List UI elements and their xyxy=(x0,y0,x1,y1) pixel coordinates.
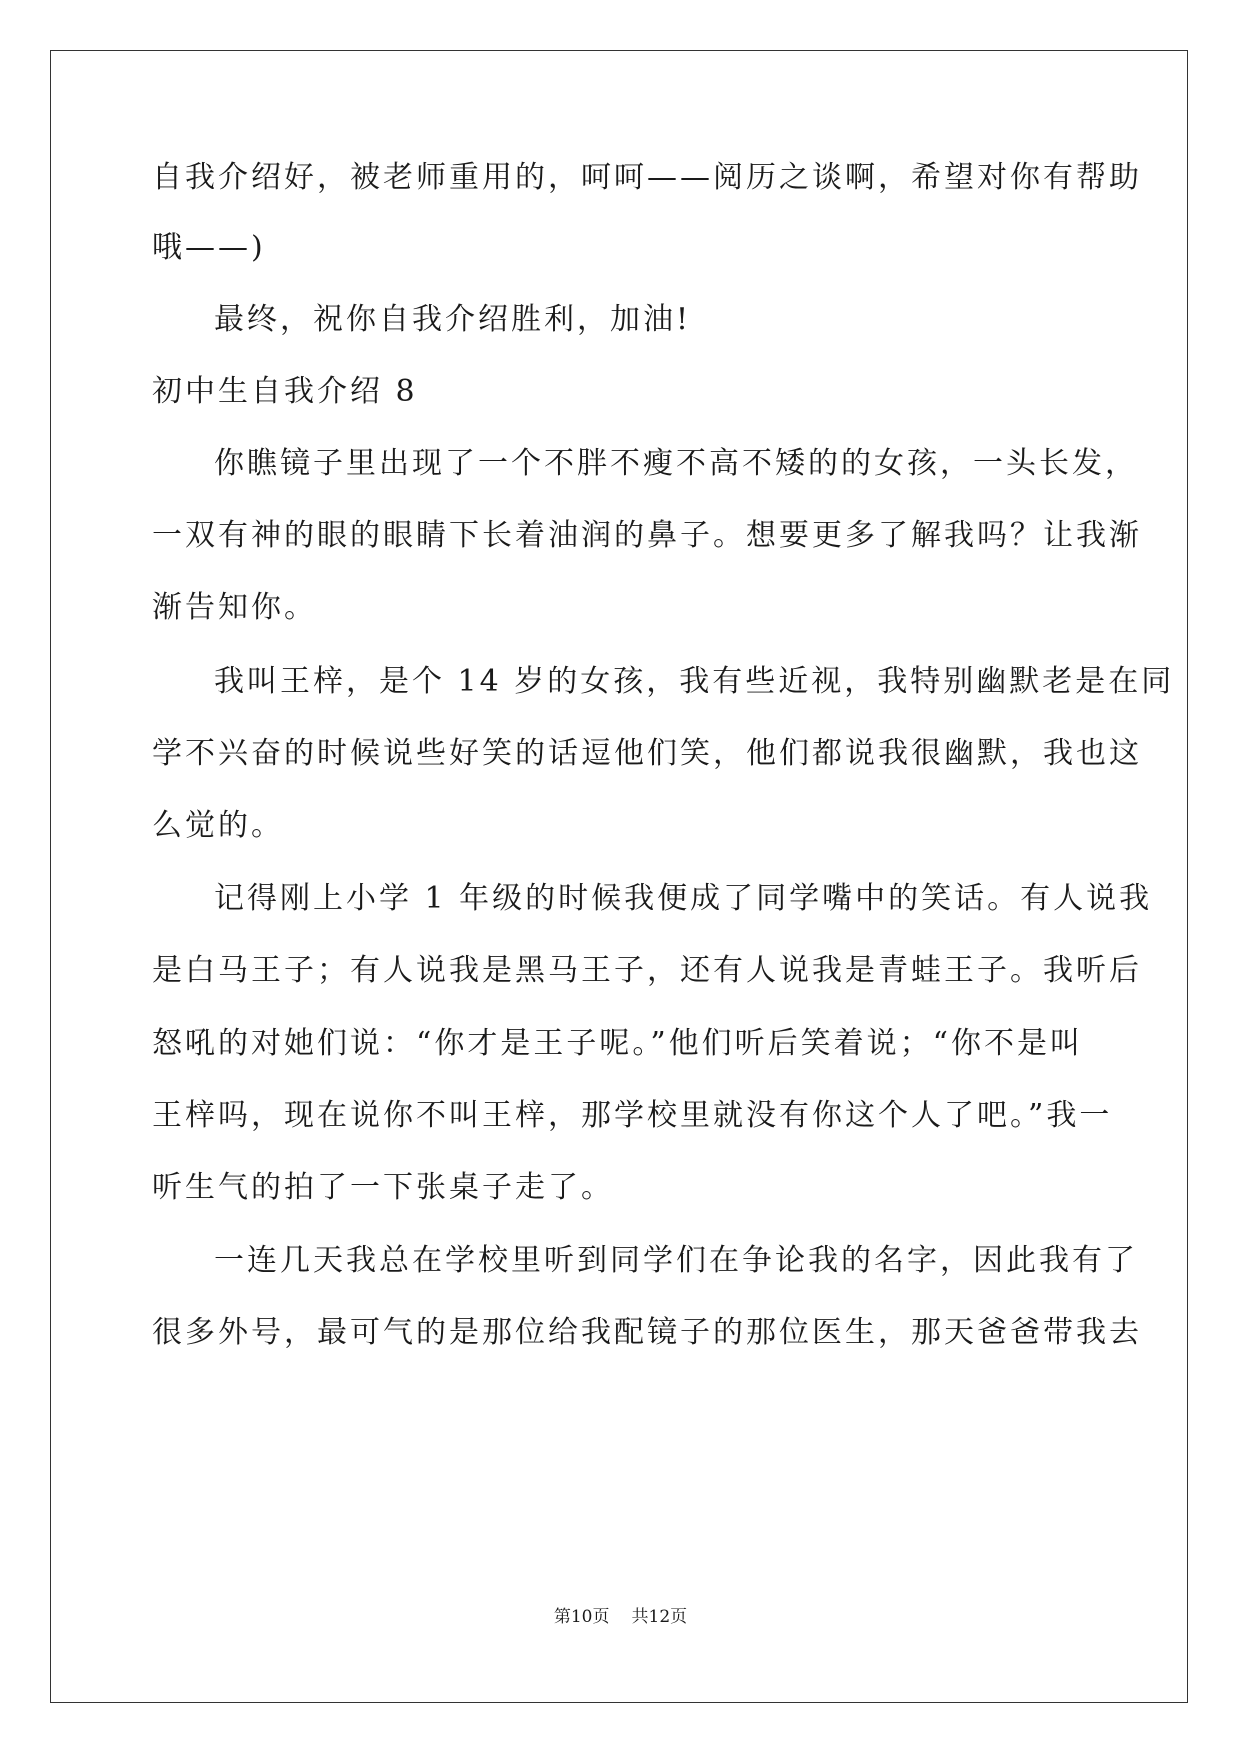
text-line: 王梓吗，现在说你不叫王梓，那学校里就没有你这个人了吧。”我一 xyxy=(152,1098,1113,1133)
paragraph-line: 一连几天我总在学校里听到同学们在争论我的名字，因此我有了 xyxy=(214,1243,1138,1278)
text-line: 是白马王子；有人说我是黑马王子，还有人说我是青蛙王子。我听后 xyxy=(152,953,1142,988)
text-line: 一双有神的眼的眼睛下长着油润的鼻子。想要更多了解我吗？让我渐 xyxy=(152,518,1142,553)
text-line: 学不兴奋的时候说些好笑的话逗他们笑，他们都说我很幽默，我也这 xyxy=(152,736,1142,771)
paragraph-line: 最终，祝你自我介绍胜利，加油! xyxy=(214,302,692,337)
text-line: 听生气的拍了一下张桌子走了。 xyxy=(152,1170,614,1205)
text-line: 哦——) xyxy=(152,230,266,265)
text-line: 自我介绍好，被老师重用的，呵呵——阅历之谈啊，希望对你有帮助 xyxy=(152,160,1142,195)
page-number-total: 共12页 xyxy=(631,1607,688,1627)
text-line: 么觉的。 xyxy=(152,808,284,843)
paragraph-line: 我叫王梓，是个 14 岁的女孩，我有些近视，我特别幽默老是在同 xyxy=(214,664,1175,699)
text-line: 渐告知你。 xyxy=(152,590,317,625)
paragraph-line: 你瞧镜子里出现了一个不胖不瘦不高不矮的的女孩，一头长发， xyxy=(214,446,1138,481)
text-line: 很多外号，最可气的是那位给我配镜子的那位医生，那天爸爸带我去 xyxy=(152,1315,1142,1350)
page-footer xyxy=(0,1607,1241,1627)
page-border xyxy=(50,50,1188,1703)
text-line: 怒吼的对她们说：“你才是王子呢。”他们听后笑着说；“你不是叫 xyxy=(152,1026,1084,1061)
page-number-current: 第10页 xyxy=(553,1607,610,1627)
paragraph-line: 记得刚上小学 1 年级的时候我便成了同学嘴中的笑话。有人说我 xyxy=(214,881,1153,916)
section-heading: 初中生自我介绍 8 xyxy=(152,374,418,409)
